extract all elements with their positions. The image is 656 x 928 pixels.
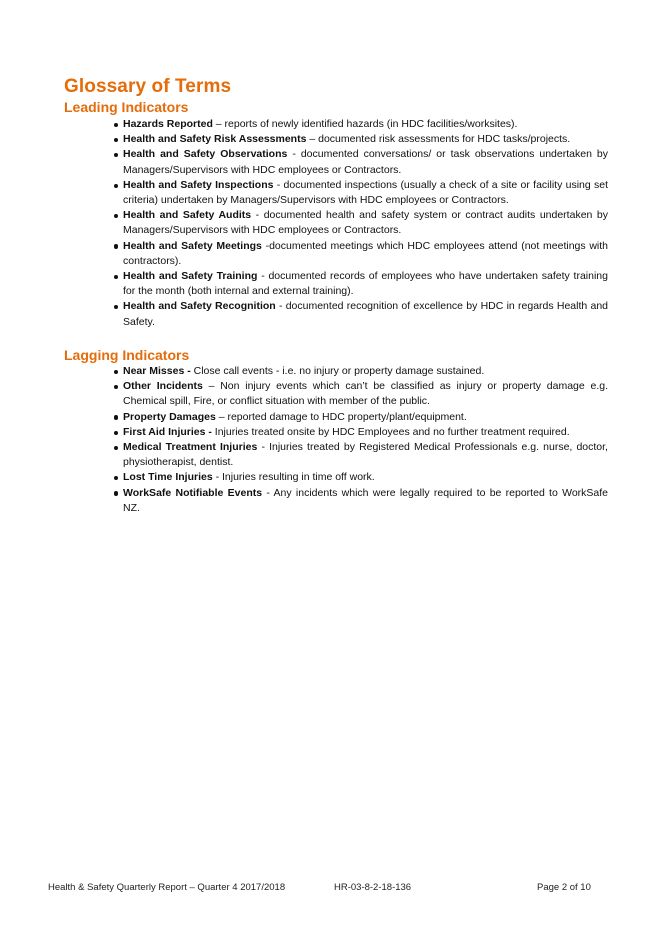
term-name: Health and Safety Inspections	[123, 178, 274, 191]
list-item	[0, 410, 656, 425]
term-description: Close call events - i.e. no injury or property damage sustained.	[190, 365, 485, 377]
bullet-icon	[114, 123, 118, 127]
bullet-icon	[114, 491, 118, 495]
term-description: – reports of newly identified hazards (in HDC facilities/worksites).	[212, 118, 518, 130]
leading-indicators-list	[0, 117, 656, 330]
term-description: - Any incidents which were legally required to be reported to WorkSafe NZ.	[123, 486, 609, 514]
term-name: Health and Safety Audits	[123, 209, 252, 222]
footer-page-number: Page 2 of 10	[537, 882, 591, 893]
leading-indicators-heading: Leading Indicators	[64, 99, 189, 115]
list-item	[0, 470, 656, 485]
bullet-icon	[114, 153, 118, 157]
term-description: - documented records of employees who have undertaken safety training for the month (both internal and external training).	[123, 270, 608, 298]
bullet-icon	[114, 415, 118, 419]
term-description: - Injuries treated by Registered Medical Professionals e.g. nurse, doctor, physiotherapist, dentist.	[123, 441, 608, 469]
list-item	[0, 208, 656, 238]
list-item	[0, 239, 656, 269]
page-title: Glossary of Terms	[64, 76, 232, 97]
term-name: First Aid Injuries -	[123, 425, 212, 438]
term-description: – documented risk assessments for HDC tasks/projects.	[306, 133, 571, 146]
term-name: Lost Time Injuries	[123, 471, 213, 484]
lagging-indicators-list	[0, 364, 656, 516]
list-item	[0, 364, 656, 379]
term-name: Other Incidents	[123, 380, 203, 393]
term-name: Near Misses -	[123, 365, 191, 377]
footer-document-code: HR-03-8-2-18-136	[334, 882, 412, 893]
bullet-icon	[114, 385, 118, 389]
list-item	[0, 486, 656, 516]
term-name: Health and Safety Training	[123, 270, 258, 283]
term-description: - documented conversations/ or task observations undertaken by Managers/Supervisors with HDC employees or Contractors.	[123, 148, 608, 176]
term-name: Hazards Reported	[123, 118, 213, 130]
term-name: Property Damages	[123, 410, 216, 423]
bullet-icon	[114, 305, 118, 309]
list-item	[0, 379, 656, 409]
list-item	[0, 440, 656, 470]
bullet-icon	[114, 244, 118, 248]
term-name: Health and Safety Meetings	[123, 239, 262, 252]
list-item	[0, 425, 656, 440]
list-item	[0, 117, 656, 132]
term-description: Injuries treated onsite by HDC Employees and no further treatment required.	[211, 425, 570, 438]
bullet-icon	[114, 370, 118, 374]
bullet-icon	[114, 431, 118, 435]
bullet-icon	[114, 446, 118, 450]
bullet-icon	[114, 138, 118, 142]
list-item	[0, 178, 656, 208]
bullet-icon	[114, 275, 118, 279]
lagging-indicators-heading: Lagging Indicators	[64, 347, 190, 363]
list-item	[0, 132, 656, 147]
term-description: - documented inspections (usually a check of a site or facility using set criteria) undertaken by Managers/Supervisors with HDC employees or Contractors.	[123, 178, 609, 207]
footer-report-title: Health & Safety Quarterly Report – Quarter 4 2017/2018	[48, 882, 286, 893]
bullet-icon	[114, 214, 118, 218]
term-name: Health and Safety Observations	[123, 148, 288, 161]
term-description: – reported damage to HDC property/plant/equipment.	[215, 410, 467, 423]
list-item	[0, 147, 656, 177]
list-item	[0, 299, 656, 329]
bullet-icon	[114, 476, 118, 480]
list-item	[0, 269, 656, 299]
term-description: - Injuries resulting in time off work.	[212, 471, 375, 484]
bullet-icon	[114, 184, 118, 188]
term-name: Medical Treatment Injuries	[123, 441, 258, 454]
term-name: Health and Safety Risk Assessments	[123, 133, 307, 146]
term-description: -documented meetings which HDC employees attend (not meetings with contractors).	[123, 239, 608, 267]
term-name: Health and Safety Recognition	[123, 300, 276, 313]
term-description: – Non injury events which can’t be classified as injury or property damage e.g. Chemical spill, Fire, or conflict situation with member of the public.	[123, 380, 608, 408]
term-description: - documented recognition of excellence by HDC in regards Health and Safety.	[123, 300, 608, 328]
term-name: WorkSafe Notifiable Events	[123, 486, 263, 499]
term-description: - documented health and safety system or contract audits undertaken by Managers/Supervisors with HDC employees or Contractors.	[123, 209, 608, 237]
